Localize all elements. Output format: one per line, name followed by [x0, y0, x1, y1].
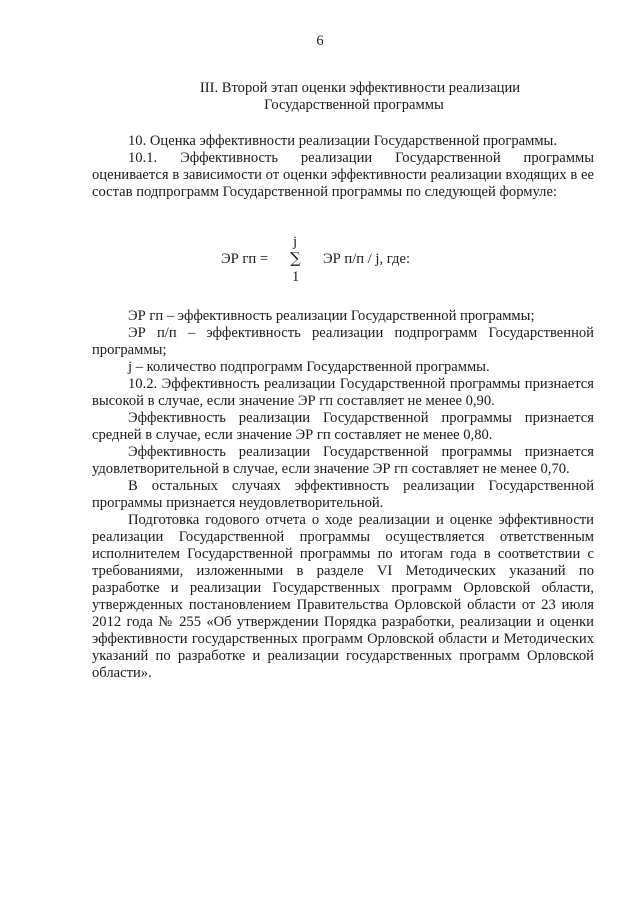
- paragraph-annual-report: Подготовка годового отчета о ходе реализации и оценке эффективности реализации Государственной программы осуществляется ответственным исполнителем Государственной программы по итогам года в соответствии с требованиями, изложенными в разделе VI Методических указаний по разработке и реализации Государственных программ Орловской области, утвержденных постановлением Правительства Орловской области от 23 июля 2012 года № 255 «Об утверждении Порядка разработки, реализации и оценки эффективности государственных программ Орловской области и Методических указаний по разработке и реализации государственных программ Орловской области».: [92, 512, 594, 681]
- section-heading: [0, 80, 640, 114]
- intro-block: [92, 133, 594, 201]
- section-heading-line-1: III. Второй этап оценки эффективности реализации: [199, 80, 521, 96]
- paragraph-10-2: 10.2. Эффективность реализации Государственной программы признается высокой в случае, если значение ЭР гп составляет не менее 0,90.: [92, 376, 594, 409]
- formula-sum-lower-limit: 1: [292, 269, 300, 285]
- paragraph-10: 10. Оценка эффективности реализации Государственной программы.: [128, 133, 558, 149]
- main-text-block: [92, 308, 594, 682]
- definition-j: j – количество подпрограмм Государственной программы.: [128, 359, 490, 375]
- paragraph-medium: Эффективность реализации Государственной программы признается средней в случае, если значение ЭР гп составляет не менее 0,80.: [92, 410, 594, 443]
- formula-sum-upper-limit: j: [293, 234, 298, 250]
- page-number: 6: [316, 33, 324, 49]
- definition-er-pp: ЭР п/п – эффективность реализации подпрограмм Государственной программы;: [92, 325, 594, 358]
- paragraph-satisfactory: Эффективность реализации Государственной программы признается удовлетворительной в случае, если значение ЭР гп составляет не менее 0,70.: [92, 444, 594, 477]
- summation-icon: ∑: [290, 249, 301, 267]
- paragraph-other-cases: В остальных случаях эффективность реализации Государственной программы признается неудовлетворительной.: [92, 478, 594, 511]
- efficiency-formula: [0, 231, 640, 291]
- section-heading-line-2: Государственной программы: [264, 97, 444, 113]
- formula-lhs: ЭР гп =: [221, 251, 269, 267]
- paragraph-10-1: 10.1. Эффективность реализации Государственной программы оценивается в зависимости от оценки эффективности реализации входящих в ее состав подпрограмм Государственной программы по следующей формуле:: [92, 150, 594, 200]
- definition-er-gp: ЭР гп – эффективность реализации Государственной программы;: [128, 308, 535, 324]
- formula-rhs: ЭР п/п / j, где:: [323, 251, 410, 267]
